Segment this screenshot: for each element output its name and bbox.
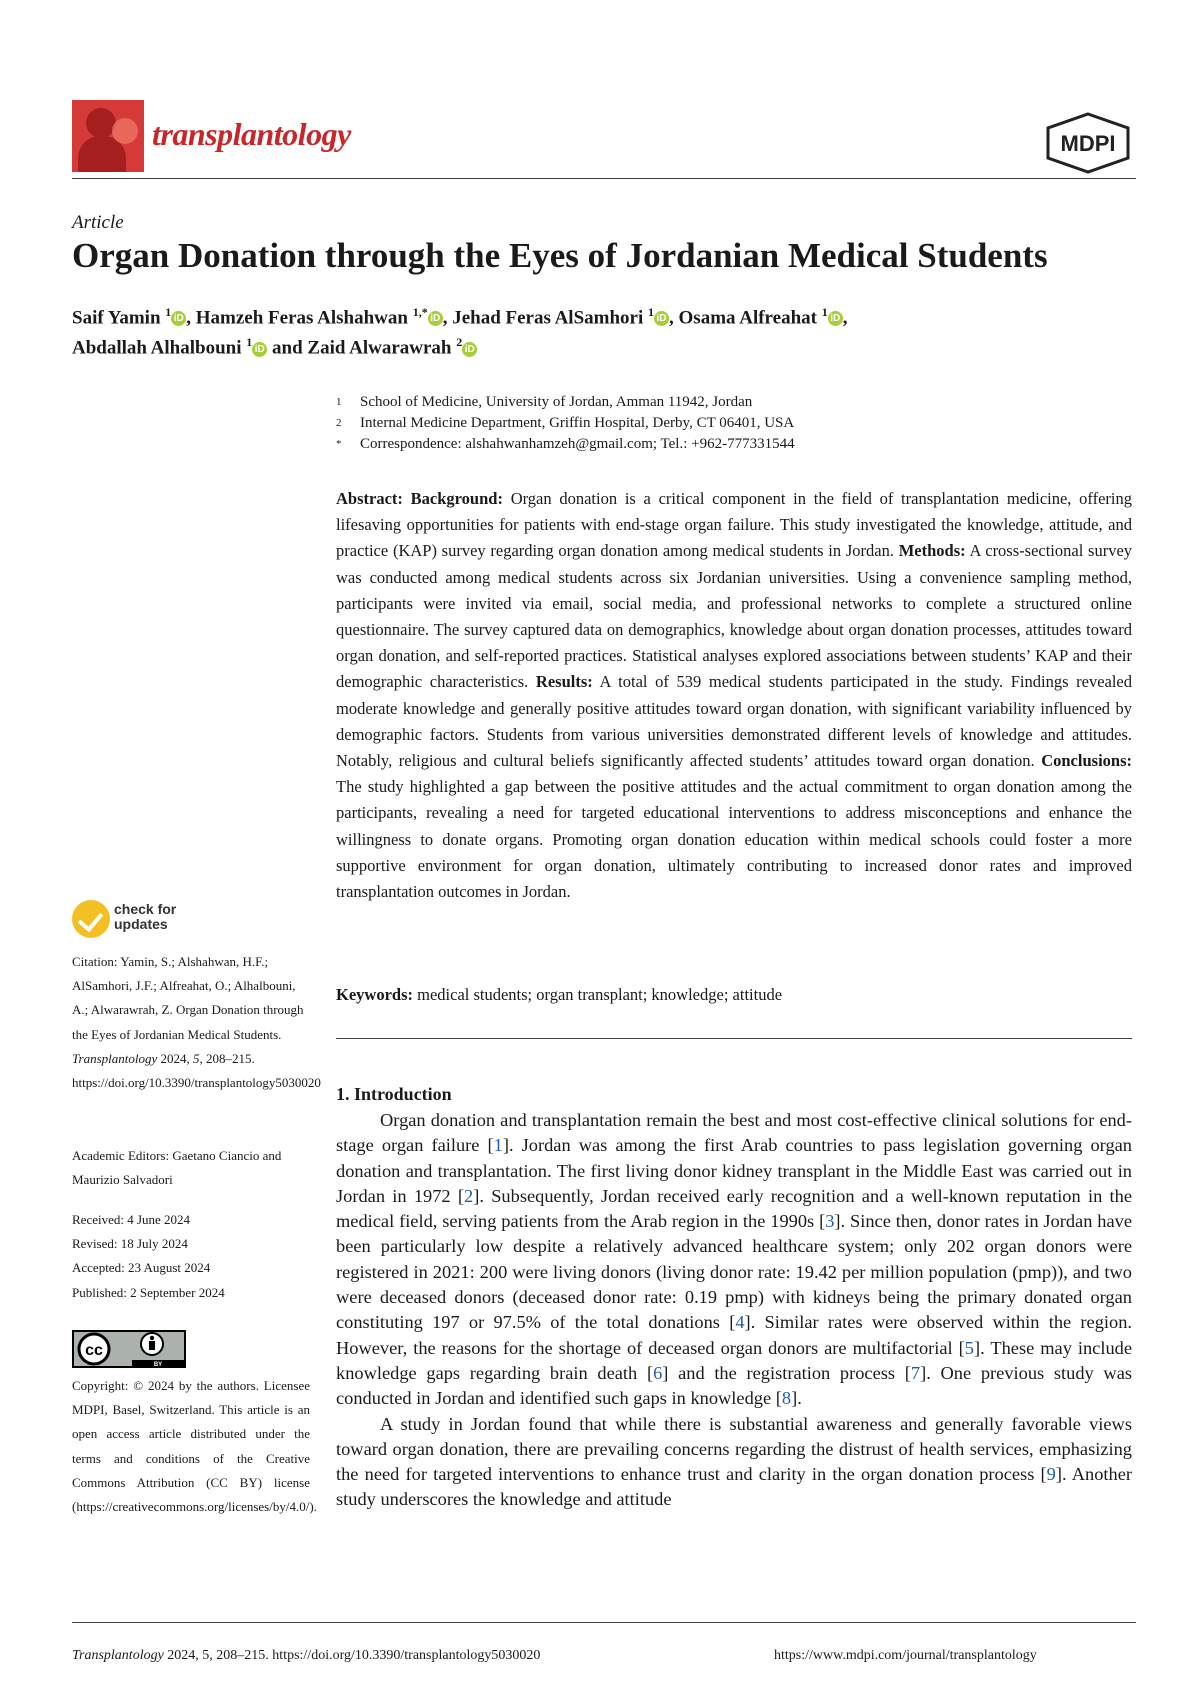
introduction-paragraph-2: A study in Jordan found that while there is substantial awareness and generally favorable views toward organ donation, there are prevailing concerns regarding the distrust of health services, emphasizing the need for targeted interventions to enhance trust and clarity in the organ donation process [9]. Another study underscores the knowledge and attitude (336, 1413, 1132, 1510)
copyright-notice (72, 1374, 317, 1519)
check-updates-line2: updates (114, 916, 168, 932)
date-published: Published: 2 September 2024 (72, 1284, 225, 1300)
citation-year: 2024, (160, 1050, 190, 1066)
reference-link[interactable]: 2 (464, 1185, 474, 1206)
author-separator: , (842, 307, 848, 329)
affiliation-item (336, 392, 795, 413)
author-affiliation-mark: 1,* (412, 305, 428, 319)
mdpi-logo-text: MDPI (1060, 131, 1116, 156)
reference-link[interactable]: 5 (964, 1337, 974, 1358)
citation-volume: 5, (193, 1050, 203, 1066)
header-divider (72, 178, 1136, 179)
orcid-icon[interactable]: iD (828, 311, 843, 326)
journal-logo (72, 100, 144, 172)
author-affiliation-mark: 1 (246, 335, 253, 350)
author-affiliation-mark: 1 (821, 305, 828, 319)
check-updates-line1: check for (114, 901, 177, 917)
academic-editors (72, 1144, 306, 1192)
background-label: Background: (410, 489, 503, 508)
copyright-label: Copyright: (72, 1378, 129, 1393)
author-separator: , (669, 307, 679, 329)
abstract-methods: A cross-sectional survey was conducted among medical students across six Jordanian universities. Using a convenience sampling method, participants were invited via email, social media, and professional networks to complete a structured online questionnaire. The survey captured data on demographics, knowledge about organ donation processes, attitudes toward organ donation, and self-reported practices. Statistical analyses explored associations between students’ KAP and their demographic characteristics. (336, 541, 1133, 692)
orcid-icon[interactable]: iD (462, 342, 477, 357)
reference-link[interactable]: 1 (493, 1135, 503, 1156)
section-heading-introduction: 1. Introduction (336, 1084, 452, 1104)
abstract-label: Abstract: (336, 489, 403, 508)
author-list (72, 300, 1132, 361)
author-name: Osama Alfreahat (678, 307, 822, 329)
author-separator: , (186, 307, 196, 329)
footer-citation (72, 1648, 540, 1664)
introduction-paragraph-1: Organ donation and transplantation remain the best and most cost-effective clinical solutions for end-stage organ failure [1]. Jordan was among the first Arab countries to pass legislation governing organ donation and transplantation. The first living donor kidney transplant in the Middle East was carried out in Jordan in 1972 [2]. Subsequently, Jordan received early recognition and a well-known reputation in the medical field, serving patients from the Arab region in the 1990s [3]. Since then, donor rates in Jordan have been particularly low despite a relatively advanced healthcare system; only 202 organ donors were registered in 2021: 200 were living donors (living donor rate: 19.42 per million population (pmp)), and two were deceased donors (deceased donor rate: 0.19 pmp) with kidneys being the primary donated organ constituting 197 or 97.5% of the total donations [4]. Similar rates were observed within the region. However, the reasons for the shortage of deceased organ donors are multifactorial [5]. These may include knowledge gaps regarding brain death [6] and the registration process [7]. One previous study was conducted in Jordan and identified such gaps in knowledge [8]. (336, 1110, 1133, 1409)
author-affiliation-mark: 1 (165, 305, 172, 319)
author-name: Hamzeh Feras Alshahwan (195, 307, 413, 329)
footer-journal-url[interactable]: https://www.mdpi.com/journal/transplantology (774, 1648, 1037, 1663)
date-received: Received: 4 June 2024 (72, 1212, 191, 1227)
check-for-updates-badge[interactable] (72, 900, 182, 940)
reference-link[interactable]: 7 (910, 1362, 921, 1383)
copyright-text: © 2024 by the authors. Licensee MDPI, Basel, Switzerland. This article is an open access article distributed under the terms and conditions of the Creative Commons Attribution (CC BY) license (https://creativecommons.org/licenses/by/4.0/). (72, 1378, 317, 1515)
orcid-icon[interactable]: iD (252, 342, 267, 357)
author-affiliation-mark: 1 (648, 305, 655, 319)
citation-block (72, 950, 321, 1095)
abstract-divider (336, 1038, 1132, 1039)
author-name: Saif Yamin (72, 307, 166, 329)
footer-divider (72, 1622, 1136, 1623)
reference-link[interactable]: 8 (781, 1388, 792, 1409)
reference-link[interactable]: 4 (735, 1312, 745, 1333)
cc-by-license-icon[interactable] (72, 1330, 186, 1368)
reference-link[interactable]: 6 (653, 1362, 663, 1383)
conclusions-label: Conclusions: (1041, 751, 1132, 771)
reference-link[interactable]: 9 (1046, 1464, 1056, 1485)
publication-dates (72, 1208, 306, 1305)
citation-doi[interactable]: 208–215. https://doi.org/10.3390/transplantology5030020 (72, 1050, 321, 1091)
affiliation-text: School of Medicine, University of Jordan, Amman 11942, Jordan (360, 394, 753, 410)
reference-link[interactable]: 3 (825, 1211, 835, 1232)
author-name: Jehad Feras AlSamhori (452, 307, 649, 329)
author-name: Zaid Alwarawrah (307, 337, 457, 359)
article-type: Article (72, 212, 124, 233)
citation-journal: Transplantology (72, 1050, 158, 1066)
keywords-text: medical students; organ transplant; knowledge; attitude (417, 985, 783, 1004)
keywords-label: Keywords: (336, 985, 413, 1004)
affiliation-item (336, 413, 795, 434)
affiliation-mark: 1 (336, 396, 342, 408)
mdpi-logo[interactable] (1044, 112, 1132, 174)
author-name: Abdallah Alhalbouni (72, 337, 247, 359)
date-accepted: Accepted: 23 August 2024 (72, 1260, 211, 1276)
abstract (336, 486, 1132, 905)
journal-name[interactable]: transplantology (152, 116, 351, 152)
keywords (336, 985, 1132, 1005)
orcid-icon[interactable]: iD (171, 311, 186, 326)
abstract-conclusions: The study highlighted a gap between the positive attitudes and the actual commitment to organ donation among the participants, revealing a need for targeted educational interventions to address misconceptions and enhance the willingness to donate organs. Promoting organ donation education within medical schools could foster a more supportive environment for organ donation, ultimately contributing to increased donor rates and improved transplantation outcomes in Jordan. (336, 777, 1132, 902)
citation-label: Citation: (72, 954, 118, 969)
affiliation-text: Internal Medicine Department, Griffin Hospital, Derby, CT 06401, USA (360, 415, 795, 431)
affiliation-mark: 2 (336, 417, 342, 429)
author-affiliation-mark: 2 (456, 335, 463, 350)
author-separator: , (442, 307, 453, 329)
article-title: Organ Donation through the Eyes of Jordanian Medical Students (72, 236, 1048, 275)
by-text: BY (153, 1362, 163, 1368)
cc-text: cc (85, 1342, 103, 1359)
affiliation-item (336, 434, 795, 455)
results-label: Results: (535, 672, 593, 692)
footer-citation-text[interactable]: 2024, 5, 208–215. https://doi.org/10.3390/transplantology5030020 (167, 1648, 541, 1663)
abstract-results: A total of 539 medical students participated in the study. Findings revealed moderate knowledge and generally positive attitudes toward organ donation, with significant variability influenced by demographic factors. Students from various universities demonstrated different levels of knowledge and attitudes. Notably, religious and cultural beliefs significantly affected students’ attitudes toward organ donation. (336, 672, 1133, 771)
date-revised: Revised: 18 July 2024 (72, 1236, 188, 1252)
orcid-icon[interactable]: iD (428, 311, 443, 326)
affiliation-mark: * (336, 438, 342, 450)
affiliations (336, 392, 795, 455)
affiliation-text: Correspondence: alshahwanhamzeh@gmail.com; Tel.: +962-777331544 (360, 436, 795, 452)
abstract-background: Organ donation is a critical component in the field of transplantation medicine, offering lifesaving opportunities for patients with end-stage organ failure. This study investigated the knowledge, attitude, and practice (KAP) survey regarding organ donation among medical students in Jordan. (336, 489, 1133, 561)
editors-label: Academic Editors: (72, 1148, 170, 1163)
footer-journal: Transplantology (72, 1648, 164, 1663)
citation-text: Yamin, S.; Alshahwan, H.F.; AlSamhori, J.F.; Alfreahat, O.; Alhalbouni, A.; Alwarawrah, Z. Organ Donation through the Eyes of Jordanian Medical Students. (72, 954, 304, 1042)
checkmark-icon (72, 900, 110, 938)
editors-names: Gaetano Ciancio and Maurizio Salvadori (72, 1148, 282, 1187)
author-and: and (267, 337, 308, 359)
methods-label: Methods: (898, 541, 966, 561)
orcid-icon[interactable]: iD (654, 311, 669, 326)
introduction-body (336, 1108, 1132, 1513)
